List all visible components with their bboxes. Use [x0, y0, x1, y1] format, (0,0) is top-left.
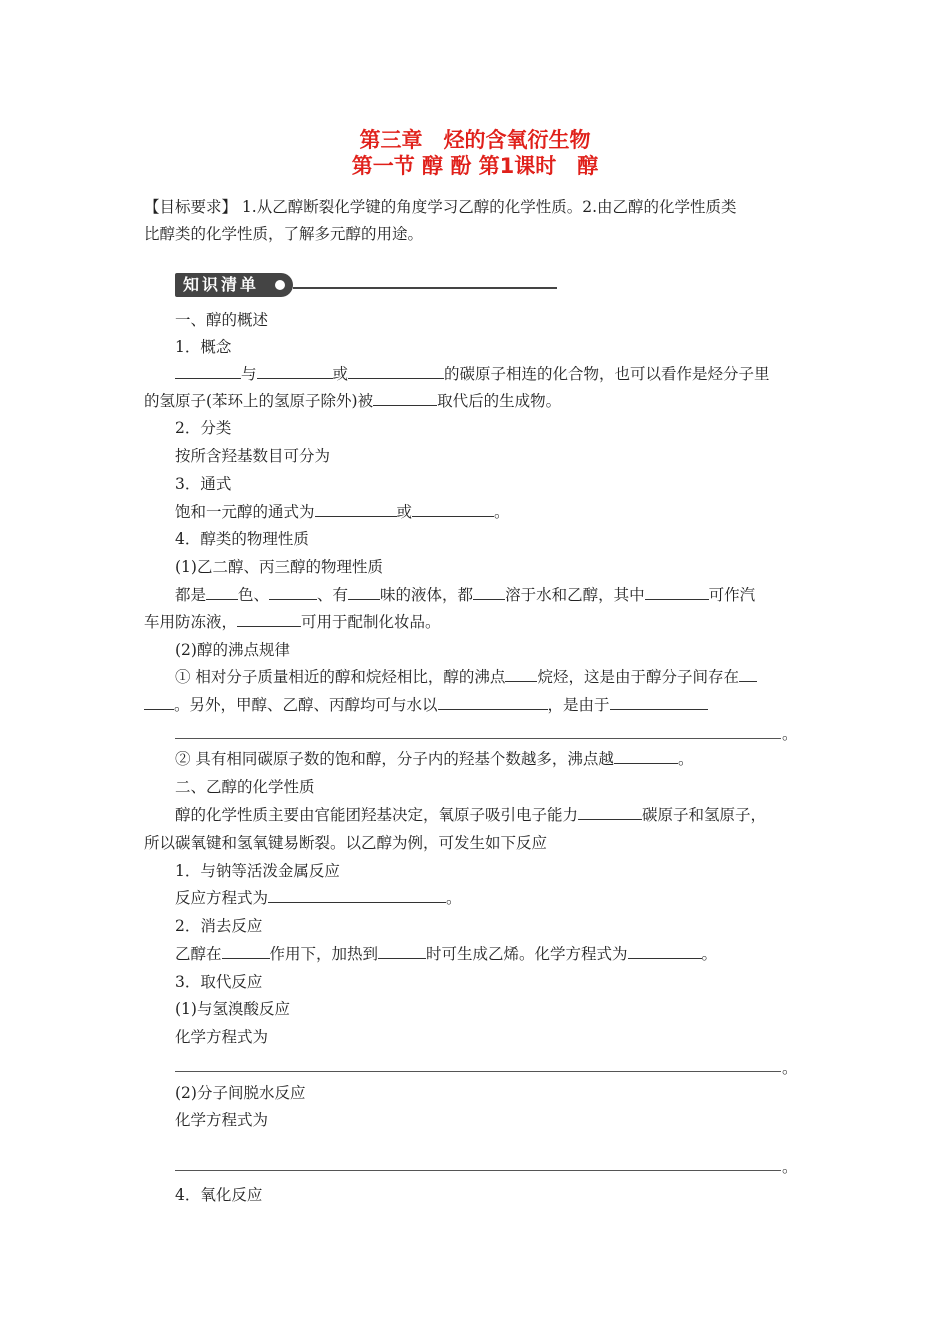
blank[interactable] [348, 364, 444, 379]
blank[interactable] [614, 749, 678, 764]
r1-line: 反应方程式为 。 [175, 889, 462, 907]
s4-2-heading: (2)醇的沸点规律 [175, 641, 290, 659]
r2-heading: 2．消去反应 [175, 917, 263, 935]
s4-heading: 4．醇类的物理性质 [175, 530, 309, 548]
s4-1-line-1: 都是 色、 、有 味的液体，都 溶于水和乙醇，其中 可作汽 [175, 586, 756, 604]
blank[interactable] [378, 944, 426, 959]
part2-intro-1: 醇的化学性质主要由官能团羟基决定，氧原子吸引电子能力 碳原子和氢原子， [175, 806, 767, 824]
blank[interactable] [222, 944, 270, 959]
r3-heading: 3．取代反应 [175, 973, 263, 991]
s1-line-2: 的氢原子(苯环上的氢原子除外)被 取代后的生成物。 [144, 392, 562, 410]
period: 。 [782, 1059, 798, 1077]
answer-line[interactable] [175, 1170, 781, 1171]
r3-1-text: 化学方程式为 [175, 1028, 269, 1046]
blank[interactable] [315, 502, 397, 517]
badge-dot-icon [275, 280, 285, 290]
answer-line[interactable] [175, 1071, 781, 1072]
blank[interactable] [505, 667, 537, 682]
blank[interactable] [206, 585, 238, 600]
part1-heading: 一、醇的概述 [175, 311, 269, 329]
blank[interactable] [257, 364, 333, 379]
blank[interactable] [269, 585, 317, 600]
badge-label: 知识清单 [183, 275, 260, 294]
blank[interactable] [628, 944, 702, 959]
blank[interactable] [473, 585, 505, 600]
blank[interactable] [438, 695, 548, 710]
blank[interactable] [268, 888, 446, 903]
r3-2-heading: (2)分子间脱水反应 [175, 1084, 306, 1102]
blank[interactable] [412, 502, 494, 517]
blank[interactable] [578, 805, 642, 820]
part2-intro-2: 所以碳氧键和氢氧键易断裂。以乙醇为例，可发生如下反应 [144, 834, 548, 852]
chapter-title: 第三章 烃的含氧衍生物 [359, 128, 591, 152]
blank[interactable] [610, 695, 708, 710]
s1-heading: 1．概念 [175, 338, 232, 356]
s4-1-heading: (1)乙二醇、丙三醇的物理性质 [175, 558, 383, 576]
s3-text: 饱和一元醇的通式为 或 。 [175, 503, 510, 521]
s2-text: 按所含羟基数目可分为 [175, 447, 331, 465]
r4-heading: 4．氧化反应 [175, 1186, 263, 1204]
r3-2-text: 化学方程式为 [175, 1111, 269, 1129]
goals-line-1: 【目标要求】 1.从乙醇断裂化学键的角度学习乙醇的化学性质。2.由乙醇的化学性质类 [144, 198, 737, 216]
goals-line-2: 比醇类的化学性质，了解多元醇的用途。 [144, 225, 424, 243]
blank[interactable] [645, 585, 709, 600]
part2-heading: 二、乙醇的化学性质 [175, 778, 315, 796]
blank[interactable] [739, 667, 757, 682]
s4-1-line-2: 车用防冻液， 可用于配制化妆品。 [144, 613, 441, 631]
blank[interactable] [175, 364, 241, 379]
r2-line: 乙醇在 作用下，加热到 时可生成乙烯。化学方程式为 。 [175, 945, 718, 963]
section-title: 第一节 醇 酚 第1课时 醇 [351, 154, 599, 178]
s4-2-line-4: ② 具有相同碳原子数的饱和醇，分子内的羟基个数越多，沸点越 。 [175, 750, 694, 768]
blank[interactable] [348, 585, 380, 600]
s3-heading: 3．通式 [175, 475, 232, 493]
s4-2-line-1: ① 相对分子质量相近的醇和烷烃相比，醇的沸点 烷烃，这是由于醇分子间存在 [175, 667, 757, 687]
s2-heading: 2．分类 [175, 419, 232, 437]
answer-line[interactable] [175, 738, 781, 739]
knowledge-list-badge [175, 273, 293, 297]
s4-2-line-2: 。另外，甲醇、乙醇、丙醇均可与水以 ，是由于 [144, 695, 708, 715]
period: 。 [782, 1158, 798, 1176]
blank[interactable] [144, 695, 174, 710]
r1-heading: 1．与钠等活泼金属反应 [175, 862, 340, 880]
period: 。 [782, 725, 798, 743]
blank[interactable] [373, 391, 437, 406]
s1-line-1: 与 或 的碳原子相连的化合物，也可以看作是烃分子里 [175, 364, 770, 384]
badge-divider [293, 287, 557, 289]
r3-1-heading: (1)与氢溴酸反应 [175, 1000, 290, 1018]
blank[interactable] [237, 612, 301, 627]
